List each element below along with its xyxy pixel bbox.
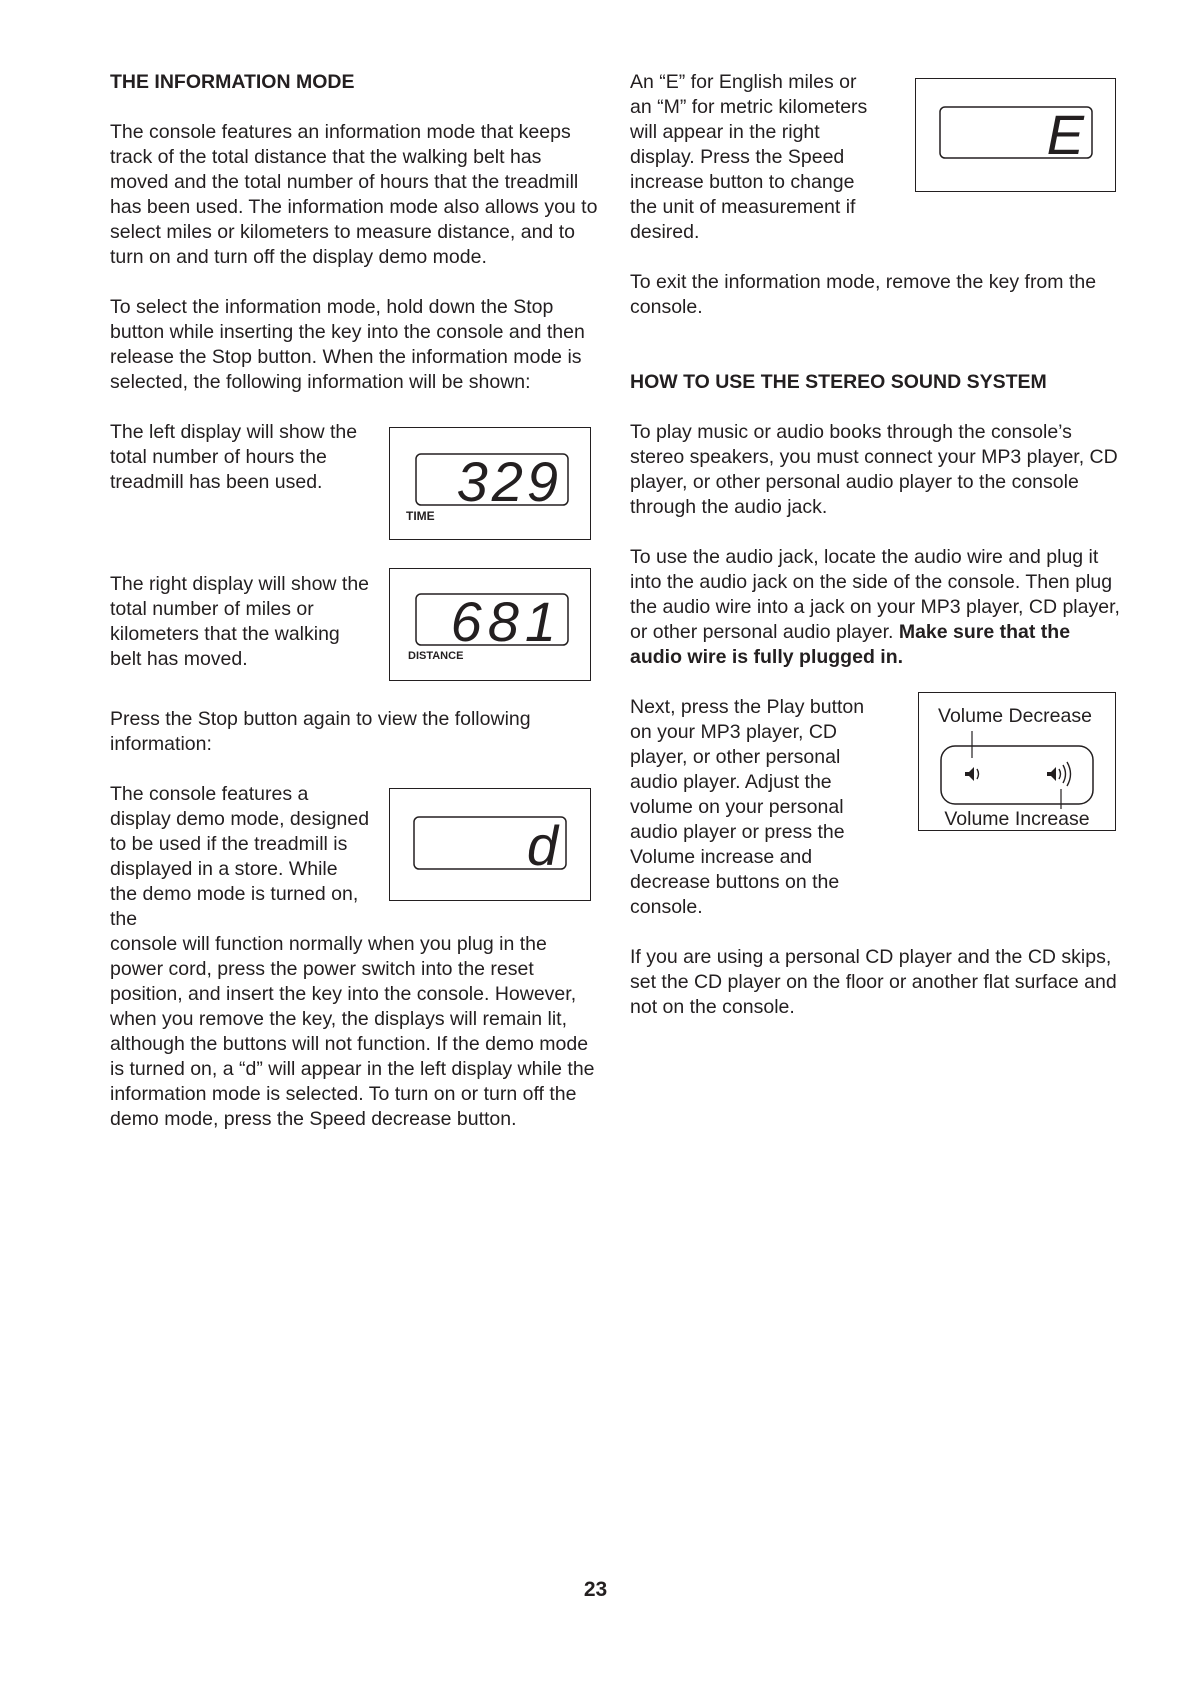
info-mode-heading: THE INFORMATION MODE [110,71,355,93]
exit-text: To exit the information mode, remove the key from the console. [630,271,1097,318]
info-mode-select: To select the information mode, hold down the Stop button while inserting the key into the console and then release the Stop button. When the information mode is selected, the following information will be shown: [110,296,585,393]
distance-label: DISTANCE [408,650,464,662]
volume-decrease-icon [965,767,979,781]
time-display-svg [390,428,589,538]
units-text: An “E” for English miles or an “M” for metric kilometers will appear in the right display. Press the Speed increase button to change the unit of measurement if desired. [630,71,868,243]
volume-figure [918,692,1116,831]
distance-display-svg [390,569,589,679]
units-display-svg [916,79,1114,190]
right-column [630,70,1120,1020]
play-text: Next, press the Play button on your MP3 player, CD player, or other personal audio player. Adjust the volume on your personal audio player or press the Volume increase and decrease buttons on the console. [630,696,865,918]
volume-svg [919,693,1114,829]
audio-jack-instructions: To use the audio jack, locate the audio wire and plug it into the audio jack on the side of the console. Then plug the audio wire into a jack on your MP3 player, CD player, or other personal audio player. [630,546,1120,643]
demo-text-rest: console will function normally when you plug in the power cord, press the power switch into the reset position, and insert the key into the console. However, when you remove the key, the displays will remain lit, although the buttons will not function. If the demo mode is turned on, a “d” will appear in the left display while the information mode is selected. To turn on or turn off the demo mode, press the Speed decrease button. [110,933,595,1130]
cd-skip-text: If you are using a personal CD player and the CD skips, set the CD player on the floor or another flat surface and not on the console. [630,946,1117,1018]
distance-value: 681 [450,590,562,653]
demo-display-figure [389,788,591,901]
units-display-figure [915,78,1116,192]
left-column [110,70,598,1132]
time-value: 329 [456,450,562,513]
units-section [630,70,1120,245]
demo-section [110,782,598,932]
demo-display-svg [390,789,589,899]
page-number: 23 [583,1578,608,1601]
time-display-figure [389,427,591,540]
time-label: TIME [406,509,435,523]
units-value: E [1046,103,1084,166]
volume-increase-label: Volume Increase [944,808,1090,829]
volume-section [630,695,1120,920]
left-display-text: The left display will show the total number of hours the treadmill has been used. [110,421,358,493]
demo-text-wrapped: The console features a display demo mode, designed to be used if the treadmill is displayed in a store. While the demo mode is turned on, the [110,783,370,930]
press-stop-text: Press the Stop button again to view the following information: [110,708,531,755]
audio-jack-text [630,545,1120,670]
right-display-text: The right display will show the total number of miles or kilometers that the walking belt has moved. [110,573,370,670]
volume-decrease-label: Volume Decrease [938,705,1092,727]
distance-display-figure [389,568,591,681]
audio-jack-warning: Make sure that the audio wire is fully plugged in. [630,621,1071,668]
left-display-section [110,420,598,570]
volume-increase-icon [1047,762,1071,786]
stereo-intro: To play music or audio books through the console’s stereo speakers, you must connect your MP3 player, CD player, or other personal audio player to the console through the audio jack. [630,421,1118,518]
right-display-section [110,572,598,722]
stereo-heading: HOW TO USE THE STEREO SOUND SYSTEM [630,371,1047,393]
info-mode-intro: The console features an information mode that keeps track of the total distance that the walking belt has moved and the total number of hours that the treadmill has been used. The information mode also allows you to select miles or kilometers to measure distance, and to turn on and turn off the display demo mode. [110,121,598,268]
demo-value: d [526,814,558,877]
